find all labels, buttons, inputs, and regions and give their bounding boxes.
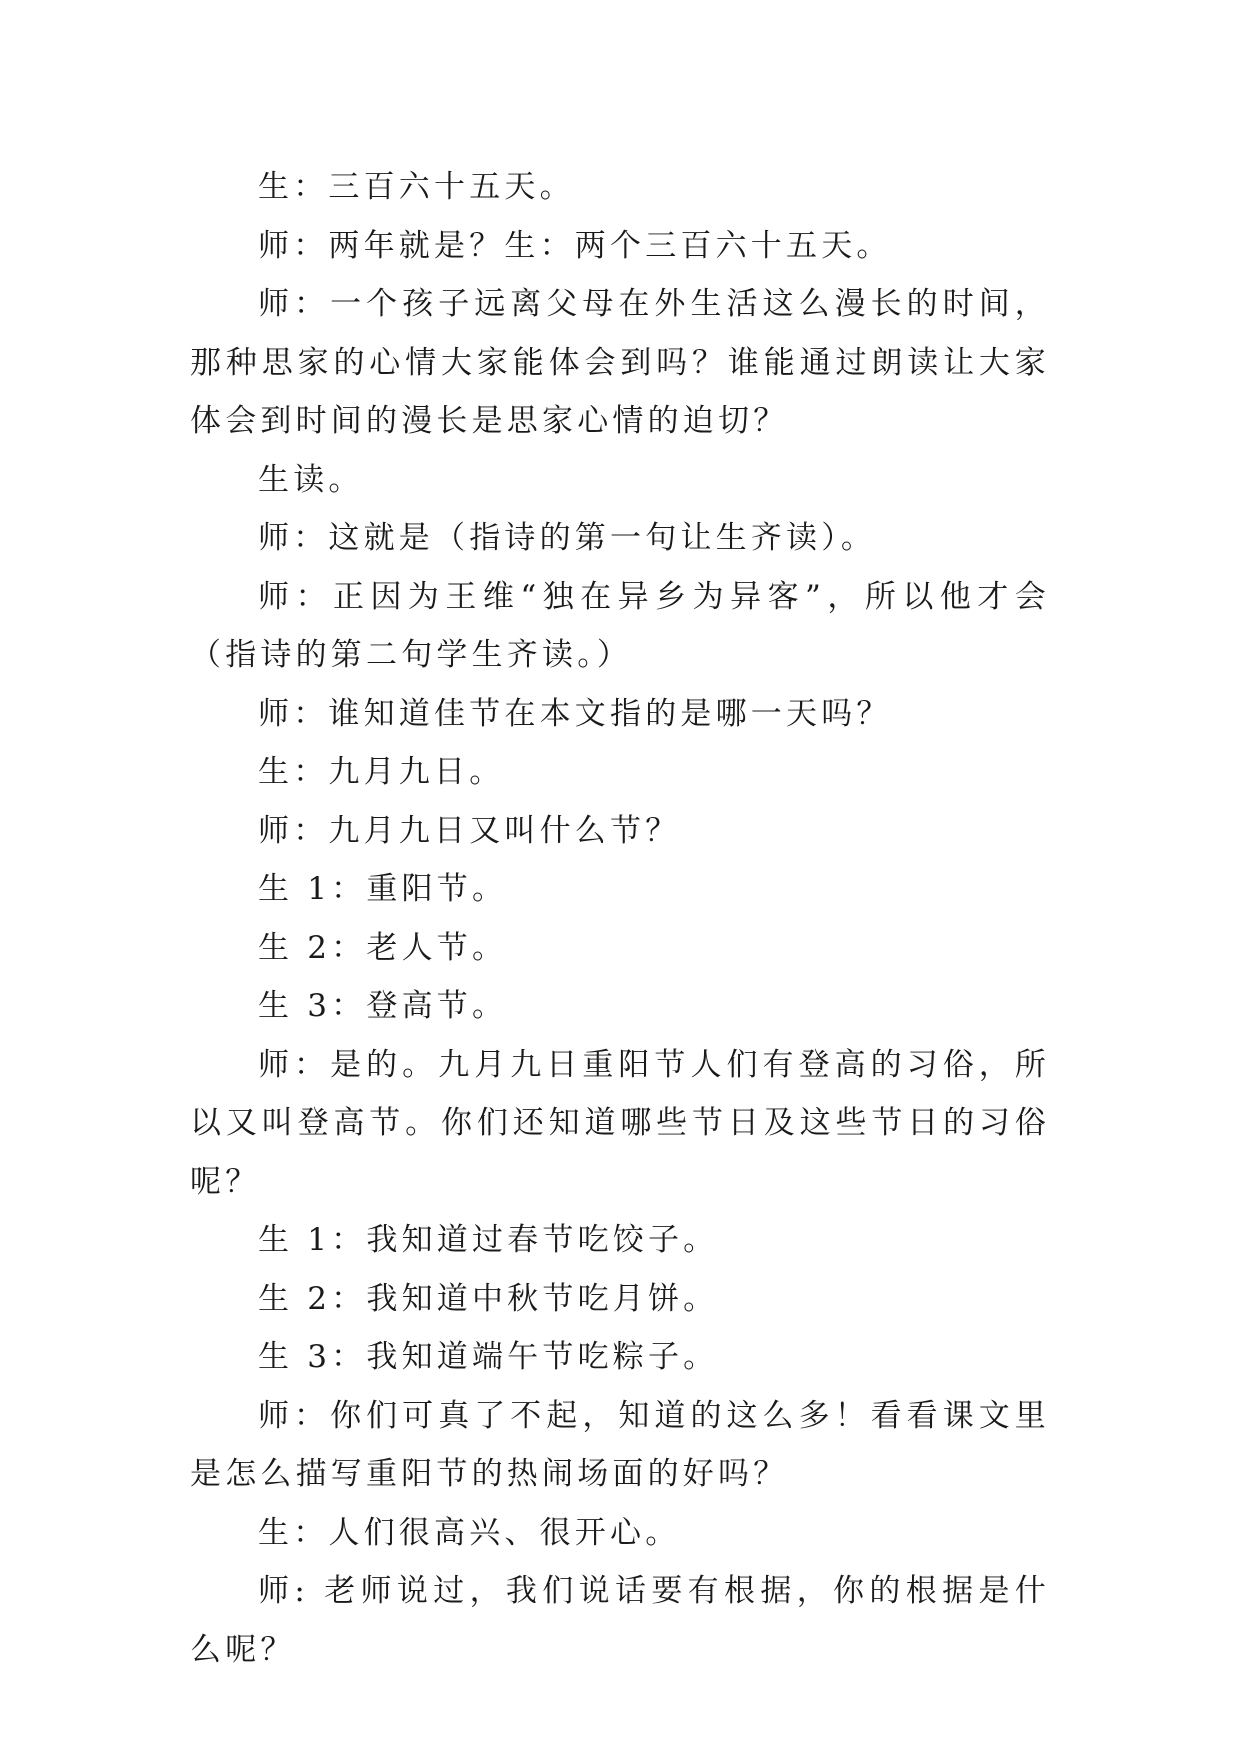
paragraph: 师：一个孩子远离父母在外生活这么漫长的时间，那种思家的心情大家能体会到吗？谁能通过朗读让大家体会到时间的漫长是思家心情的迫切？ xyxy=(190,286,1050,439)
paragraph: 生：人们很高兴、很开心。 xyxy=(258,1514,681,1551)
paragraph: 师：正因为王维“独在异乡为异客”，所以他才会（指诗的第二句学生齐读。） xyxy=(190,578,1050,673)
paragraph: 生 3：我知道端午节吃粽子。 xyxy=(258,1339,719,1375)
paragraph: 生：九月九日。 xyxy=(258,754,505,790)
paragraph: 生 1：重阳节。 xyxy=(258,871,508,907)
paragraph: 师：谁知道佳节在本文指的是哪一天吗？ xyxy=(258,695,892,732)
paragraph: 生 2：我知道中秋节吃月饼。 xyxy=(258,1280,719,1317)
paragraph: 生 1：我知道过春节吃饺子。 xyxy=(258,1222,719,1258)
document-body xyxy=(190,158,1050,1679)
paragraph: 师：你们可真了不起，知道的这么多！看看课文里是怎么描写重阳节的热闹场面的好吗？ xyxy=(190,1397,1050,1492)
paragraph: 师：这就是（指诗的第一句让生齐读）。 xyxy=(258,520,877,556)
paragraph: 生读。 xyxy=(258,461,364,498)
paragraph: 师：九月九日又叫什么节？ xyxy=(258,812,681,849)
paragraph: 生 3：登高节。 xyxy=(258,988,508,1024)
paragraph: 生 2：老人节。 xyxy=(258,929,508,966)
paragraph: 师: 老师说过，我们说话要有根据，你的根据是什么呢？ xyxy=(190,1573,1050,1668)
paragraph: 师：两年就是？生：两个三百六十五天。 xyxy=(258,227,892,264)
paragraph: 生：三百六十五天。 xyxy=(258,169,575,205)
paragraph: 师：是的。九月九日重阳节人们有登高的习俗，所以又叫登高节。你们还知道哪些节日及这些节日的习俗呢？ xyxy=(190,1046,1050,1200)
